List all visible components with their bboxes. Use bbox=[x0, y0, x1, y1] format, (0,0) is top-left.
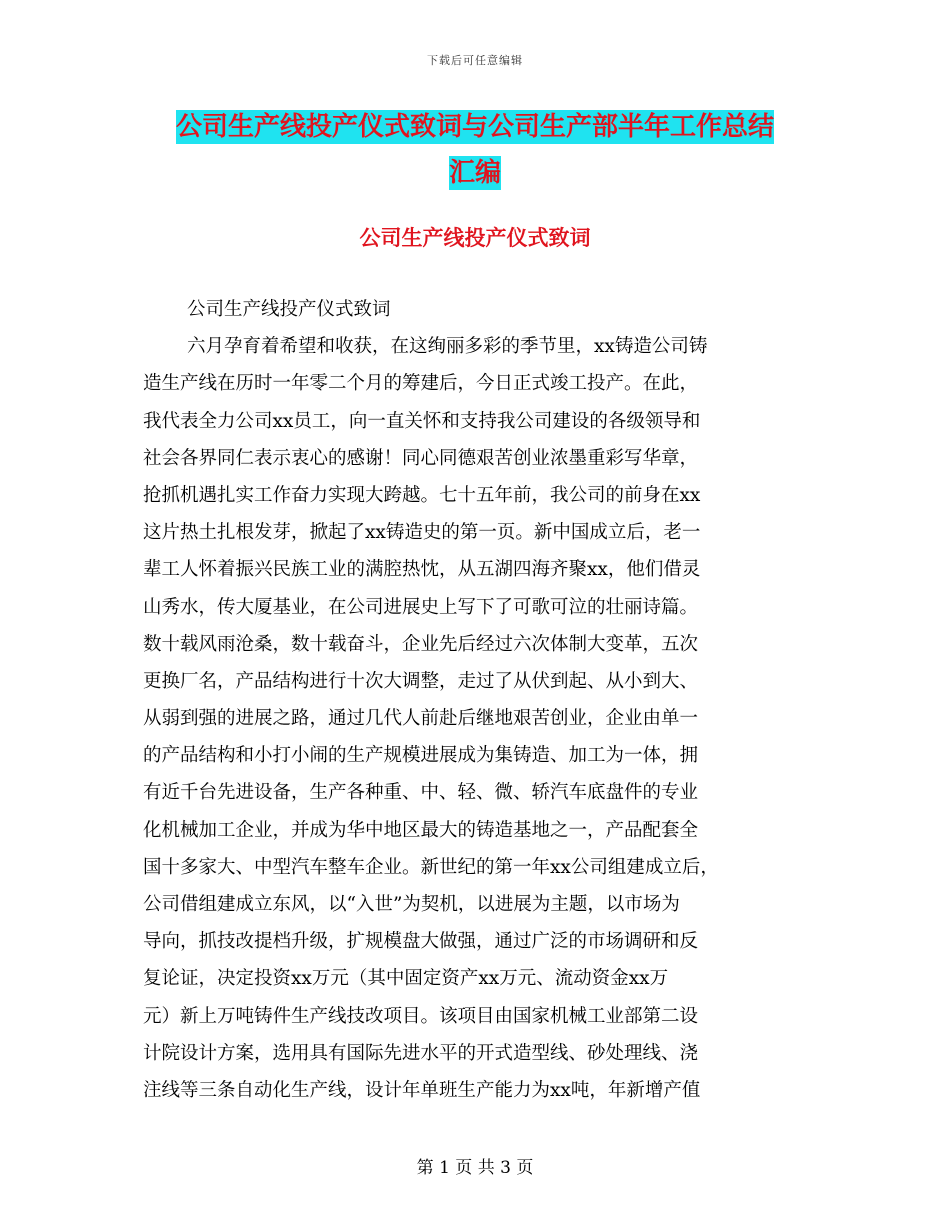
body-line: 复论证，决定投资xx万元（其中固定资产xx万元、流动资金xx万 bbox=[143, 968, 669, 990]
body-line: 元）新上万吨铸件生产线技改项目。该项目由国家机械工业部第二设 bbox=[143, 1005, 699, 1027]
body-line: 六月孕育着希望和收获，在这绚丽多彩的季节里，xx铸造公司铸 bbox=[187, 336, 708, 358]
body-line: 我代表全力公司xx员工，向一直关怀和支持我公司建设的各级领导和 bbox=[143, 410, 701, 432]
body-line: 造生产线在历时一年零二个月的筹建后，今日正式竣工投产。在此， bbox=[143, 373, 699, 395]
section-title: 公司生产线投产仪式致词 bbox=[359, 226, 591, 250]
body-line: 公司借组建成立东风，以“入世”为契机，以进展为主题，以市场为 bbox=[143, 894, 680, 915]
document-title-line-2: 汇编 bbox=[448, 158, 501, 188]
body-line: 注线等三条自动化生产线，设计年单班生产能力为xx吨，年新增产值 bbox=[143, 1079, 701, 1101]
document-title bbox=[140, 104, 810, 196]
page-footer: 第 1 页 共 3 页 bbox=[416, 1158, 534, 1178]
body-line: 的产品结构和小打小闹的生产规模进展成为集铸造、加工为一体，拥 bbox=[143, 745, 699, 767]
body-line: 公司生产线投产仪式致词 bbox=[187, 299, 391, 320]
body-text bbox=[143, 291, 808, 1109]
body-line: 化机械加工企业，并成为华中地区最大的铸造基地之一，产品配套全 bbox=[143, 819, 699, 841]
body-line: 更换厂名，产品结构进行十次大调整，走过了从伏到起、从小到大、 bbox=[143, 670, 699, 692]
body-line: 数十载风雨沧桑，数十载奋斗，企业先后经过六次体制大变革，五次 bbox=[143, 633, 699, 655]
body-line: 辈工人怀着振兴民族工业的满腔热忱，从五湖四海齐聚xx，他们借灵 bbox=[143, 559, 701, 581]
header-note: 下载后可任意编辑 bbox=[427, 54, 523, 67]
document-title-line-1: 公司生产线投产仪式致词与公司生产部半年工作总结 bbox=[175, 112, 774, 142]
body-line: 计院设计方案，选用具有国际先进水平的开式造型线、砂处理线、浇 bbox=[143, 1042, 699, 1064]
body-line: 社会各界同仁表示衷心的感谢！同心同德艰苦创业浓墨重彩写华章， bbox=[143, 447, 699, 469]
body-line: 抢抓机遇扎实工作奋力实现大跨越。七十五年前，我公司的前身在xx bbox=[143, 484, 701, 506]
body-line: 从弱到强的进展之路，通过几代人前赴后继地艰苦创业，企业由单一 bbox=[143, 708, 699, 730]
body-line: 国十多家大、中型汽车整车企业。新世纪的第一年xx公司组建成立后， bbox=[143, 856, 719, 878]
body-line: 山秀水，传大厦基业，在公司进展史上写下了可歌可泣的壮丽诗篇。 bbox=[143, 596, 699, 618]
body-line: 这片热土扎根发芽，掀起了xx铸造史的第一页。新中国成立后，老一 bbox=[143, 522, 701, 544]
body-line: 导向，抓技改提档升级，扩规模盘大做强，通过广泛的市场调研和反 bbox=[143, 931, 699, 953]
body-line: 有近千台先进设备，生产各种重、中、轻、微、轿汽车底盘件的专业 bbox=[143, 782, 699, 804]
